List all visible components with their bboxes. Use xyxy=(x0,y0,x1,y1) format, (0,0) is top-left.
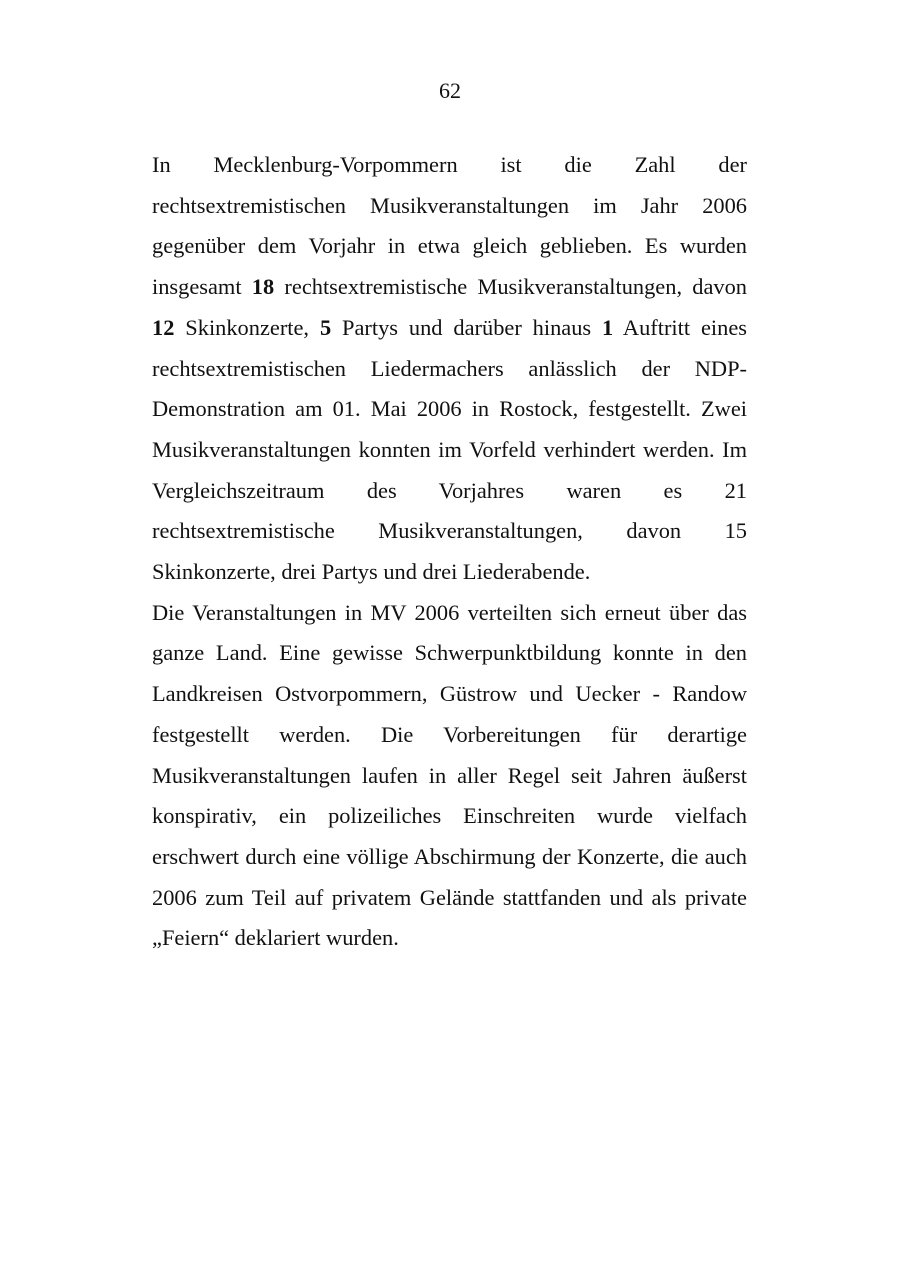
paragraph-text-segment: Skinkonzerte, xyxy=(174,314,320,340)
paragraph-text-segment: In Mecklenburg-Vorpommern ist die Zahl der rechtsextremistischen Musikveranstaltungen im Jahr 2006 gegenüber dem Vorjahr in etwa gleich geblieben. Es wurden insgesamt xyxy=(152,152,747,300)
performance-number: 1 xyxy=(602,314,614,340)
page-number: 62 xyxy=(439,78,461,103)
paragraph-music-events-count xyxy=(152,145,747,593)
paragraph-text-segment: Auftritt eines rechtsextremistischen Liedermachers anlässlich der NDP- Demonstration am 01. Mai 2006 in Rostock, festgestellt. Zwei Musikveranstaltungen konnten im Vorfeld verhindert werden. Im Vergleichszeitraum des Vorjahres waren es 21 rechtsextremistische Musikveranstaltungen, davon 15 Skinkonzerte, drei Partys und drei Liederabende. xyxy=(152,314,747,585)
paragraph-text-segment: Partys und darüber hinaus xyxy=(331,314,603,340)
body-text xyxy=(152,145,747,959)
paragraph-text-segment: rechtsextremistische Musikveranstaltungen, davon xyxy=(274,274,747,300)
paragraph-distribution: Die Veranstaltungen in MV 2006 verteilten sich erneut über das ganze Land. Eine gewisse Schwerpunktbildung konnte in den Landkreisen Ostvorpommern, Güstrow und Uecker - Randow festgestellt werden. Die Vorbereitungen für derartige Musikveranstaltungen laufen in aller Regel seit Jahren äußerst konspirativ, ein polizeiliches Einschreiten wurde vielfach erschwert durch eine völlige Abschirmung der Konzerte, die auch 2006 zum Teil auf privatem Gelände stattfanden und als private „Feiern“ deklariert wurden. xyxy=(152,599,747,951)
total-events-number: 18 xyxy=(251,274,275,300)
parties-number: 5 xyxy=(319,314,332,340)
skin-concerts-number: 12 xyxy=(152,314,175,340)
